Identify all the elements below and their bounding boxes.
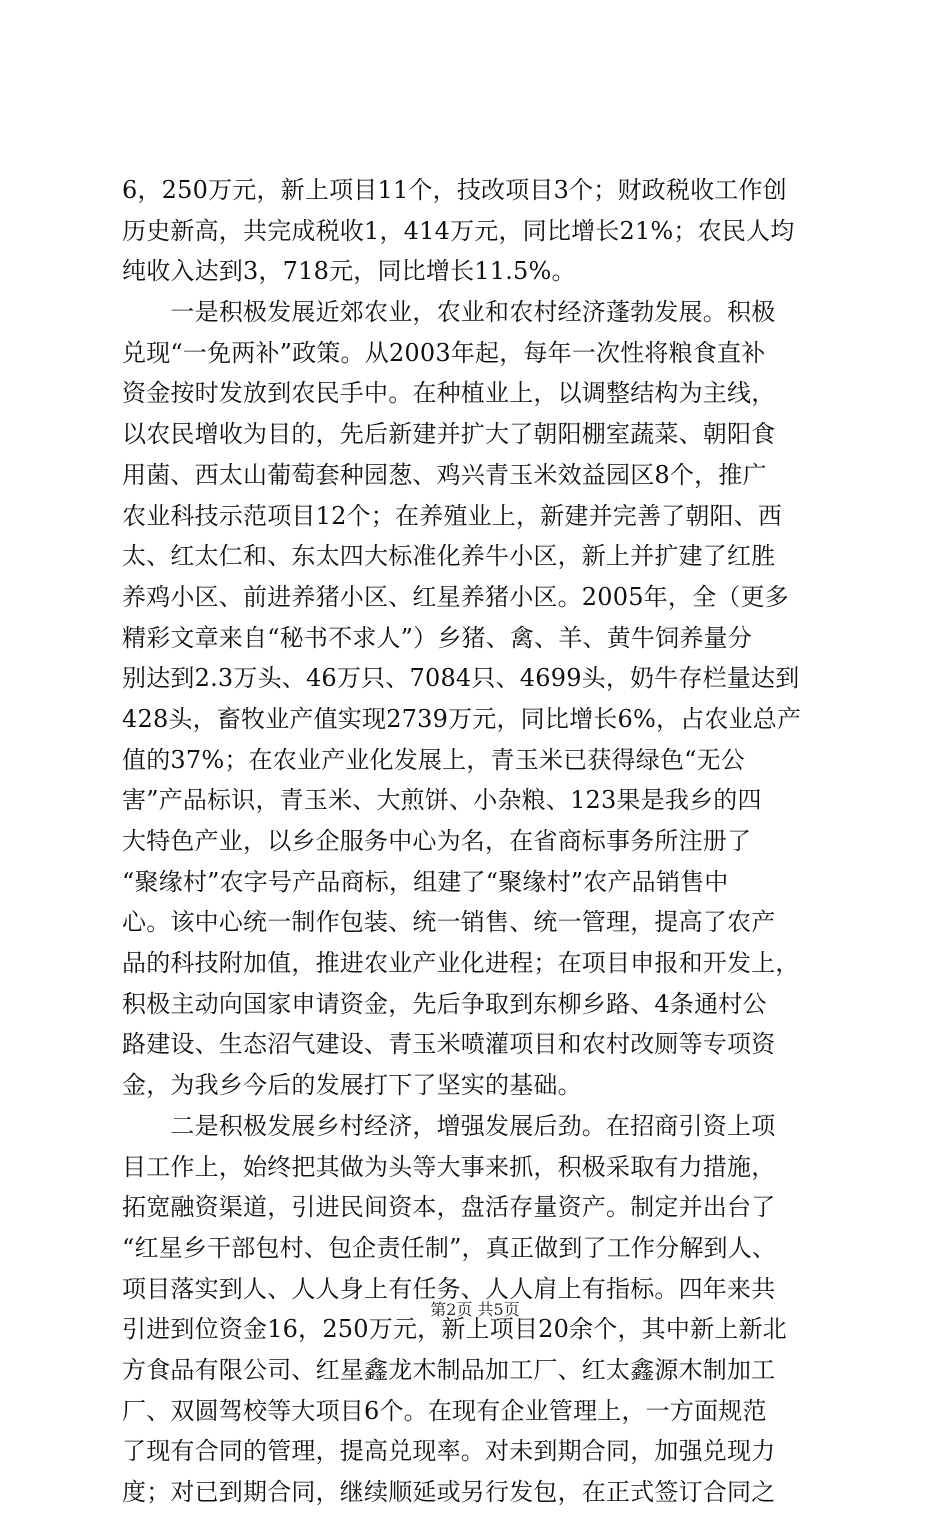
text-line: 精彩文章来自“秘书不求人”）乡猪、禽、羊、黄牛饲养量分 xyxy=(122,623,752,652)
text-line: 拓宽融资渠道，引进民间资本，盘活存量资产。制定并出台了 xyxy=(122,1193,776,1222)
text-line: “聚缘村”农字号产品商标，组建了“聚缘村”农产品销售中 xyxy=(122,867,729,896)
text-line: 积极主动向国家申请资金，先后争取到东柳乡路、4条通村公 xyxy=(122,989,767,1018)
text-line: 农业科技示范项目12个；在养殖业上，新建并完善了朝阳、西 xyxy=(122,501,783,530)
text-line: 路建设、生态沼气建设、青玉米喷灌项目和农村改厕等专项资 xyxy=(122,1030,776,1059)
text-line: 太、红太仁和、东太四大标准化养牛小区，新上并扩建了红胜 xyxy=(122,542,776,571)
text-line: 方食品有限公司、红星鑫龙木制品加工厂、红太鑫源木制加工 xyxy=(122,1355,776,1384)
text-line: 资金按时发放到农民手中。在种植业上，以调整结构为主线， xyxy=(122,379,776,408)
text-line: 品的科技附加值，推进农业产业化进程；在项目申报和开发上， xyxy=(122,949,800,978)
text-line: 别达到2.3万头、46万只、7084只、4699头，奶牛存栏量达到 xyxy=(122,664,800,693)
text-line: 以农民增收为目的，先后新建并扩大了朝阳棚室蔬菜、朝阳食 xyxy=(122,420,776,449)
text-line: 大特色产业，以乡企服务中心为名，在省商标事务所注册了 xyxy=(122,827,752,855)
text-line: 引进到位资金16，250万元，新上项目20余个，其中新上新北 xyxy=(122,1315,787,1344)
text-line: 了现有合同的管理，提高兑现率。对未到期合同，加强兑现力 xyxy=(122,1437,776,1466)
text-line: 养鸡小区、前进养猪小区、红星养猪小区。2005年，全（更多 xyxy=(122,582,789,611)
text-line: 心。该中心统一制作包装、统一销售、统一管理，提高了农产 xyxy=(122,908,776,937)
text-line: 历史新高，共完成税收1，414万元，同比增长21%；农民人均 xyxy=(122,216,795,245)
text-line: 用菌、西太山葡萄套种园葱、鸡兴青玉米效益园区8个，推广 xyxy=(122,460,767,489)
text-line: 6，250万元，新上项目11个，技改项目3个；财政税收工作创 xyxy=(122,176,787,204)
text-line: 纯收入达到3，718元，同比增长11.5%。 xyxy=(122,257,576,286)
text-line: “红星乡干部包村、包企责任制”，真正做到了工作分解到人、 xyxy=(122,1233,777,1262)
text-line: 兑现“一免两补”政策。从2003年起，每年一次性将粮食直补 xyxy=(122,338,766,367)
text-line: 二是积极发展乡村经济，增强发展后劲。在招商引资上项 xyxy=(122,1111,776,1140)
text-line: 428头，畜牧业产值实现2739万元，同比增长6%，占农业总产 xyxy=(122,704,802,733)
text-line: 害”产品标识，青玉米、大煎饼、小杂粮、123果是我乡的四 xyxy=(122,786,762,815)
text-line: 一是积极发展近郊农业，农业和农村经济蓬勃发展。积极 xyxy=(122,298,776,327)
text-line: 目工作上，始终把其做为头等大事来抓，积极采取有力措施， xyxy=(122,1152,776,1181)
text-line: 项目落实到人、人人身上有任务、人人肩上有指标。四年来共 xyxy=(122,1274,776,1303)
text-line: 厂、双圆驾校等大项目6个。在现有企业管理上，一方面规范 xyxy=(122,1396,767,1425)
page-footer: 第2页 共5页 xyxy=(430,1300,520,1319)
text-line: 值的37%；在农业产业化发展上，青玉米已获得绿色“无公 xyxy=(122,745,746,774)
text-line: 金，为我乡今后的发展打下了坚实的基础。 xyxy=(122,1071,582,1100)
text-line: 度；对已到期合同，继续顺延或另行发包，在正式签订合同之 xyxy=(122,1478,776,1506)
